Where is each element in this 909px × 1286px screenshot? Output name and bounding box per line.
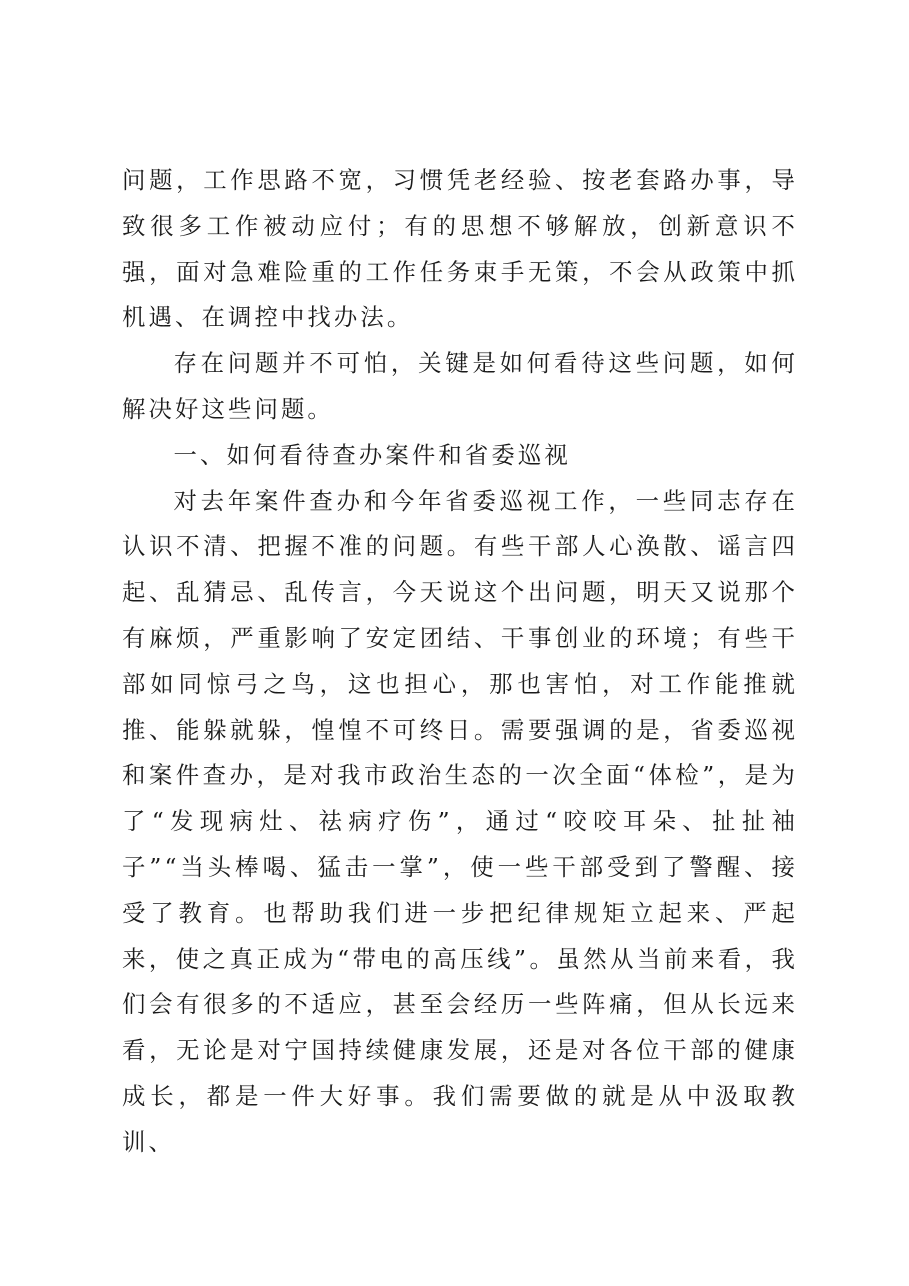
paragraph-inspection: 对去年案件查办和今年省委巡视工作，一些同志存在认识不清、把握不准的问题。有些干部人心涣散、谣言四起、乱猜忌、乱传言，今天说这个出问题，明天又说那个有麻烦，严重影响了安定团结、干事创业的环境；有些干部如同惊弓之鸟，这也担心，那也害怕，对工作能推就推、能躲就躲，惶惶不可终日。需要强调的是，省委巡视和案件查办，是对我市政治生态的一次全面“体检”，是为了“发现病灶、祛病疗伤”，通过“咬咬耳朵、扯扯袖子”“当头棒喝、猛击一掌”，使一些干部受到了警醒、接受了教育。也帮助我们进一步把纪律规矩立起来、严起来，使之真正成为“带电的高压线”。虽然从当前来看，我们会有很多的不适应，甚至会经历一些阵痛，但从长远来看，无论是对宁国持续健康发展，还是对各位干部的健康成长，都是一件大好事。我们需要做的就是从中汲取教训、 [122,486,798,1156]
paragraph-continuation: 问题，工作思路不宽，习惯凭老经验、按老套路办事，导致很多工作被动应付；有的思想不够解放，创新意识不强，面对急难险重的工作任务束手无策，不会从政策中抓机遇、在调控中找办法。 [122,166,798,332]
document-body [122,158,798,1166]
section-heading: 一、如何看待查办案件和省委巡视 [173,440,571,469]
paragraph-problems: 存在问题并不可怕，关键是如何看待这些问题，如何解决好这些问题。 [122,349,798,423]
